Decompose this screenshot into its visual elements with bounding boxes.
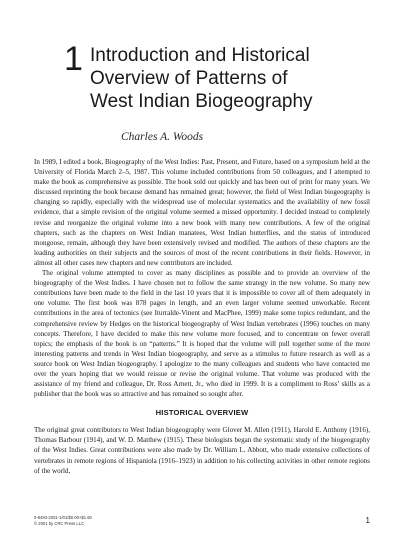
chapter-title-line: Overview of Patterns of xyxy=(90,68,288,89)
chapter-number: 1 xyxy=(64,40,83,78)
section-heading: HISTORICAL OVERVIEW xyxy=(155,408,249,418)
chapter-header xyxy=(34,42,370,120)
document-page xyxy=(34,0,370,559)
paragraph: The original volume attempted to cover as many disciplines as possible and to provide an overview of the biogeography of the West Indies. I have chosen not to follow the same strategy in the new volume. So many new contributions have been made to the field in the last 10 years that it is impossible to cover all of them adequately in one volume. The first book was 878 pages in length, and an even larger volume seemed unworkable. Recent contributions in the area of tectonics (see Iturralde-Vinent and MacPhee, 1999) make some topics redundant, and the comprehensive review by Hedges on the historical biogeography of West Indian vertebrates (1996) touches on many concepts. Therefore, I have decided to make this new volume more focused, and to concentrate on fewer overall topics; the emphasis of the book is on “patterns.” It is hoped that the volume will pull together some of the more interesting patterns and trends in West Indian biogeography, and serve as a stimulus to future research as well as a source book on West Indian biogeography. I apologize to the many colleagues and students who have contacted me over the years hoping that we would reissue or revise the original volume. That volume was produced with the assistance of my friend and colleague, Dr. Ross Arnett, Jr., who died in 1999. It is a compliment to Ross’ skills as a publisher that the book was so attractive and has remained so sought after. xyxy=(34,269,370,399)
footer-publication-info xyxy=(34,515,92,526)
body-text xyxy=(34,157,370,476)
chapter-title xyxy=(90,44,350,113)
paragraph: In 1989, I edited a book, Biogeography of the West Indies: Past, Present, and Future, based on a symposium held at the University of Florida March 2–5, 1987. This volume included contributions from 50 colleagues, and I attempted to make the book as comprehensive as possible. The book sold out quickly and has been out of print for many years. We discussed reprinting the book because demand has remained great; however, the field of West Indian biogeography is changing so rapidly, especially with the widespread use of molecular systematics and the availability of new fossil evidence, that a simple revision of the original volume seemed a missed opportunity. I decided instead to completely revise and reorganize the original volume into a new book with many new contributions. A few of the original chapters, such as the chapters on West Indian manatees, West Indian butterflies, and the status of introduced mongoose, remain, although they have been extensively revised and modified. The authors of these chapters are the leading authorities on their subjects and the sources of most of the recent contributions in their fields. However, in almost all other cases new chapters and new contributors are included. xyxy=(34,158,370,267)
paragraph: The original great contributors to West Indian biogeography were Glover M. Allen (1911), Harold E. Anthony (1916), Thomas Barbour (1914), and W. D. Matthew (1915). These biologists began the systematic study of the biogeography of the West Indies. Great contributions were also made by Dr. William L. Abbott, who made extensive collections of vertebrates in remote regions of Hispaniola (1916–1923) in addition to his collecting activities in other remote regions of the world, xyxy=(34,426,370,475)
chapter-title-line: West Indian Biogeography xyxy=(90,91,313,112)
page-number: 1 xyxy=(365,516,370,525)
chapter-author: Charles A. Woods xyxy=(121,131,204,143)
footer-isbn: 0-8493-2001-1/01/$0.00+$1.50 xyxy=(34,515,92,520)
chapter-title-line: Introduction and Historical xyxy=(90,45,310,66)
footer-copyright: © 2001 by CRC Press LLC xyxy=(34,520,85,526)
